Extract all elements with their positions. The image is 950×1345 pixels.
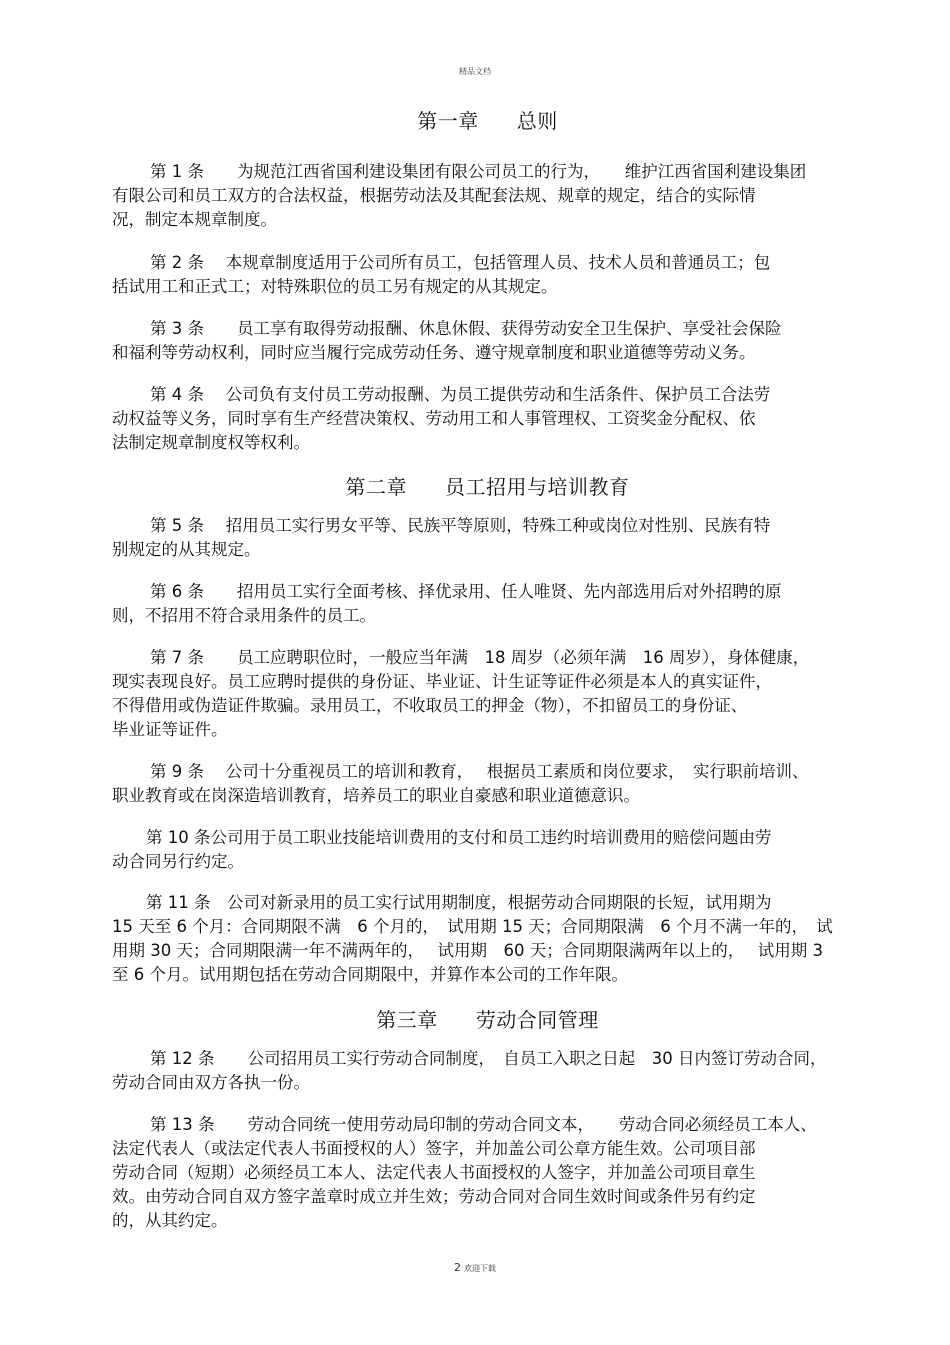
chapter-heading-2 <box>0 471 950 500</box>
article-line: 况，制定本规章制度。 <box>112 210 277 229</box>
article-line: 至 6 个月。试用期包括在劳动合同期限中，并算作本公司的工作年限。 <box>112 965 628 984</box>
article-line: 第 9 条 公司十分重视员工的培训和教育， 根据员工素质和岗位要求， 实行职前培训、 <box>150 762 809 781</box>
chapter-heading-3 <box>0 1004 950 1033</box>
article-line: 和福利等劳动权利，同时应当履行完成劳动任务、遵守规章制度和职业道德等劳动义务。 <box>112 343 756 362</box>
article-line: 第 12 条 公司招用员工实行劳动合同制度， 自员工入职之日起 30 日内签订劳动合同， <box>150 1049 827 1068</box>
article-line: 别规定的从其规定。 <box>112 540 261 559</box>
article-line: 动合同另行约定。 <box>112 852 244 871</box>
article-line: 毕业证等证件。 <box>112 720 228 739</box>
article-2 <box>112 251 857 299</box>
header-watermark: 精品文档 <box>459 67 491 76</box>
article-line: 第 2 条 本规章制度适用于公司所有员工，包括管理人员、技术人员和普通员工；包 <box>150 253 771 272</box>
article-line: 劳动合同由双方各执一份。 <box>112 1073 310 1092</box>
article-10 <box>112 826 857 874</box>
chapter-title: 劳动合同管理 <box>475 1008 599 1032</box>
article-line: 有限公司和员工双方的合法权益，根据劳动法及其配套法规、规章的规定，结合的实际情 <box>112 186 756 205</box>
article-line: 效。由劳动合同自双方签字盖章时成立并生效；劳动合同对合同生效时间或条件另有约定 <box>112 1187 756 1206</box>
footer-text: 欢迎下载 <box>464 1264 496 1273</box>
article-13 <box>112 1113 857 1233</box>
article-line: 第 10 条公司用于员工职业技能培训费用的支付和员工违约时培训费用的赔偿问题由劳 <box>146 828 772 847</box>
article-line: 第 11 条 公司对新录用的员工实行试用期制度，根据劳动合同期限的长短，试用期为 <box>146 893 772 912</box>
article-line: 第 5 条 招用员工实行男女平等、民族平等原则，特殊工种或岗位对性别、民族有特 <box>150 516 771 535</box>
page-footer <box>0 1261 950 1274</box>
chapter-heading-1 <box>0 105 950 134</box>
article-line: 不得借用或伪造证件欺骗。录用员工，不收取员工的押金（物），不扣留员工的身份证、 <box>112 696 748 715</box>
article-11 <box>112 891 857 987</box>
article-line: 动权益等义务，同时享有生产经营决策权、劳动用工和人事管理权、工资奖金分配权、依 <box>112 409 756 428</box>
article-line: 第 3 条 员工享有取得劳动报酬、休息休假、获得劳动安全卫生保护、享受社会保险 <box>150 319 782 338</box>
article-line: 现实表现良好。员工应聘时提供的身份证、毕业证、计生证等证件必须是本人的真实证件， <box>112 672 772 691</box>
article-4 <box>112 383 857 455</box>
chapter-number: 第二章 <box>345 475 407 499</box>
page-number: 2 <box>454 1261 461 1274</box>
article-line: 第 7 条 员工应聘职位时，一般应当年满 18 周岁（必须年满 16 周岁），身体健康， <box>150 648 810 667</box>
article-line: 则，不招用不符合录用条件的员工。 <box>112 606 376 625</box>
article-line: 用期 30 天；合同期限满一年不满两年的， 试用期 60 天；合同期限满两年以上的， 试用期 3 <box>112 941 823 960</box>
article-line: 的，从其约定。 <box>112 1211 228 1230</box>
chapter-title: 总则 <box>516 109 558 133</box>
article-line: 第 1 条 为规范江西省国利建设集团有限公司员工的行为， 维护江西省国利建设集团 <box>150 162 807 181</box>
article-line: 法定代表人（或法定代表人书面授权的人）签字，并加盖公司公章方能生效。公司项目部 <box>112 1139 756 1158</box>
chapter-number: 第一章 <box>417 109 479 133</box>
article-line: 第 4 条 公司负有支付员工劳动报酬、为员工提供劳动和生活条件、保护员工合法劳 <box>150 385 771 404</box>
article-6 <box>112 580 857 628</box>
article-1 <box>112 160 857 232</box>
article-line: 括试用工和正式工；对特殊职位的员工另有规定的从其规定。 <box>112 277 558 296</box>
article-line: 法制定规章制度权等权利。 <box>112 433 310 452</box>
chapter-title: 员工招用与培训教育 <box>445 475 630 499</box>
article-7 <box>112 646 857 742</box>
article-line: 15 天至 6 个月：合同期限不满 6 个月的， 试用期 15 天；合同期限满 6 个月不满一年的， 试 <box>112 917 833 936</box>
chapter-number: 第三章 <box>376 1008 438 1032</box>
article-3 <box>112 317 857 365</box>
article-5 <box>112 514 857 562</box>
article-line: 第 13 条 劳动合同统一使用劳动局印制的劳动合同文本， 劳动合同必须经员工本人、 <box>150 1115 817 1134</box>
article-12 <box>112 1047 857 1095</box>
article-9 <box>112 760 857 808</box>
article-line: 劳动合同（短期）必须经员工本人、法定代表人书面授权的人签字，并加盖公司项目章生 <box>112 1163 756 1182</box>
article-line: 职业教育或在岗深造培训教育，培养员工的职业自豪感和职业道德意识。 <box>112 786 640 805</box>
article-line: 第 6 条 招用员工实行全面考核、择优录用、任人唯贤、先内部选用后对外招聘的原 <box>150 582 782 601</box>
